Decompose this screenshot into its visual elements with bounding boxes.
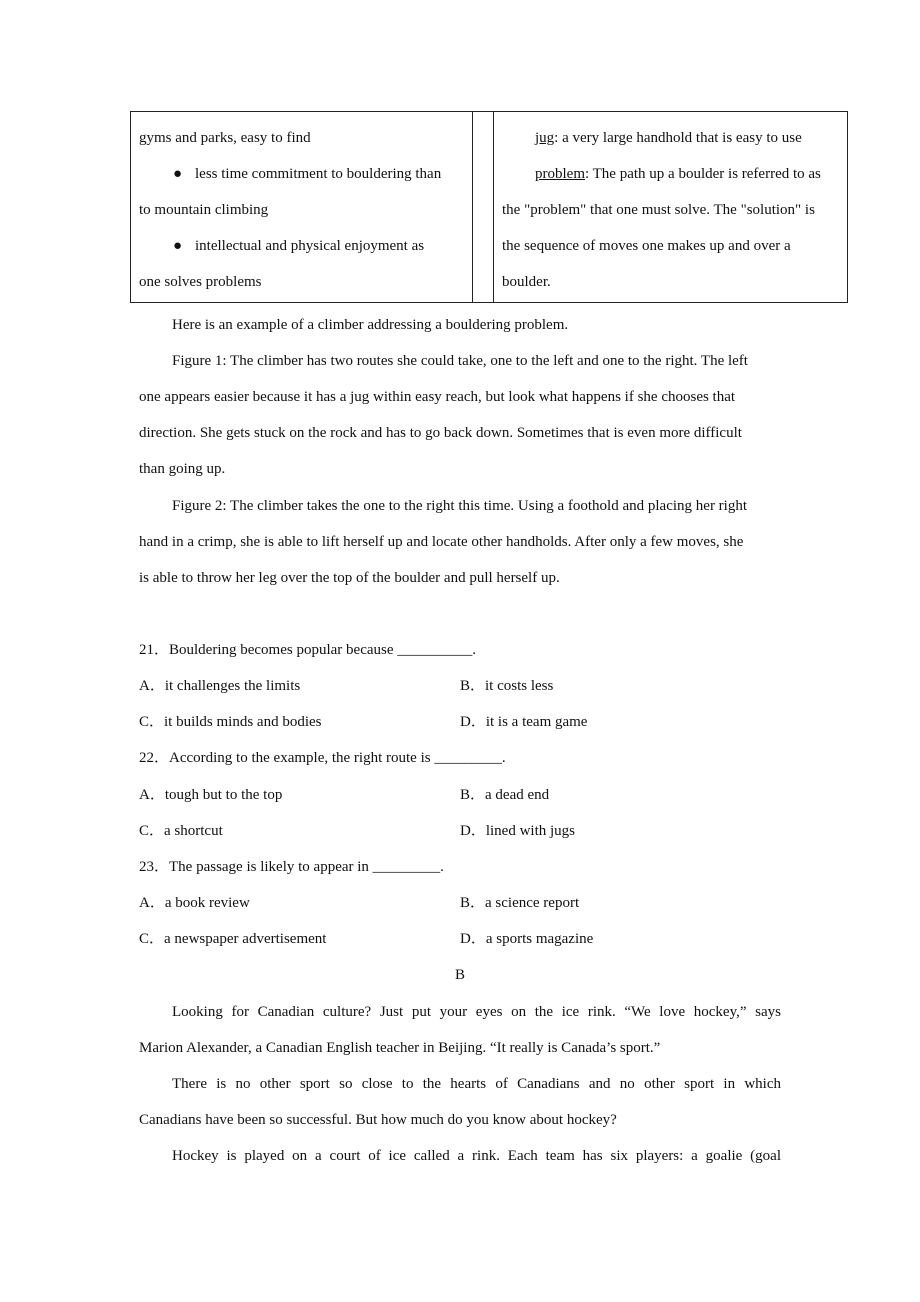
features-table [130, 111, 848, 303]
figure1-line: Figure 1: The climber has two routes she could take, one to the left and one to the right. The left [172, 353, 748, 369]
term-jug: jug [535, 130, 555, 146]
question-21-option-d: D．it is a team game [460, 714, 588, 730]
advantage-line: gyms and parks, easy to find [139, 130, 311, 146]
advantage-line: one solves problems [139, 274, 262, 290]
figure2-line: hand in a crimp, she is able to lift herself up and locate other handholds. After only a few moves, she [139, 534, 744, 550]
glossary-line: the sequence of moves one makes up and over a [502, 238, 791, 254]
question-23-stem: 23．The passage is likely to appear in _________. [139, 859, 444, 875]
figure1-line: than going up. [139, 461, 226, 477]
section-b-line: Looking for Canadian culture? Just put your eyes on the ice rink. “We love hockey,” says [172, 1004, 781, 1020]
question-22-option-b: B．a dead end [460, 787, 550, 803]
example-intro: Here is an example of a climber addressing a bouldering problem. [172, 317, 569, 333]
question-22-option-d: D．lined with jugs [460, 823, 575, 839]
question-23-option-a: A．a book review [139, 895, 250, 911]
question-23-option-b: B．a science report [460, 895, 580, 911]
question-22-option-c: C．a shortcut [139, 823, 223, 839]
glossary-jug [535, 128, 802, 148]
advantage-line: intellectual and physical enjoyment as [195, 238, 425, 254]
advantage-line: less time commitment to bouldering than [195, 166, 442, 182]
advantage-bullet-item [173, 236, 424, 256]
section-b-line: There is no other sport so close to the hearts of Canadians and no other sport in which [172, 1076, 781, 1092]
question-21-option-b: B．it costs less [460, 678, 554, 694]
glossary-line: the "problem" that one must solve. The "solution" is [502, 202, 815, 218]
figure1-line: one appears easier because it has a jug within easy reach, but look what happens if she chooses that [139, 389, 736, 405]
table-divider-left [472, 112, 473, 302]
section-b-line: Hockey is played on a court of ice called a rink. Each team has six players: a goalie (goal [172, 1148, 781, 1164]
bullet-icon: ● [173, 166, 183, 182]
question-22-option-a: A．tough but to the top [139, 787, 283, 803]
section-b-line: Marion Alexander, a Canadian English teacher in Beijing. “It really is Canada’s sport.” [139, 1040, 661, 1056]
term-problem: problem [535, 166, 585, 182]
glossary-line: boulder. [502, 274, 551, 290]
question-22-stem: 22．According to the example, the right route is _________. [139, 750, 506, 766]
question-21-option-a: A．it challenges the limits [139, 678, 301, 694]
figure2-line: Figure 2: The climber takes the one to the right this time. Using a foothold and placing her right [172, 498, 748, 514]
definition-problem: : The path up a boulder is referred to as [585, 166, 821, 182]
question-21-stem: 21．Bouldering becomes popular because __________. [139, 642, 477, 658]
question-23-option-c: C．a newspaper advertisement [139, 931, 327, 947]
section-b-line: Canadians have been so successful. But how much do you know about hockey? [139, 1112, 617, 1128]
definition-jug: : a very large handhold that is easy to use [554, 130, 802, 146]
figure1-line: direction. She gets stuck on the rock and has to go back down. Sometimes that is even more difficult [139, 425, 742, 441]
glossary-problem [535, 164, 821, 184]
advantage-line: to mountain climbing [139, 202, 269, 218]
question-23-option-d: D．a sports magazine [460, 931, 594, 947]
question-21-option-c: C．it builds minds and bodies [139, 714, 322, 730]
figure2-line: is able to throw her leg over the top of the boulder and pull herself up. [139, 570, 560, 586]
bullet-icon: ● [173, 238, 183, 254]
table-divider-right [493, 112, 494, 302]
advantage-bullet-item [173, 164, 441, 184]
section-b-heading: B [454, 967, 465, 983]
